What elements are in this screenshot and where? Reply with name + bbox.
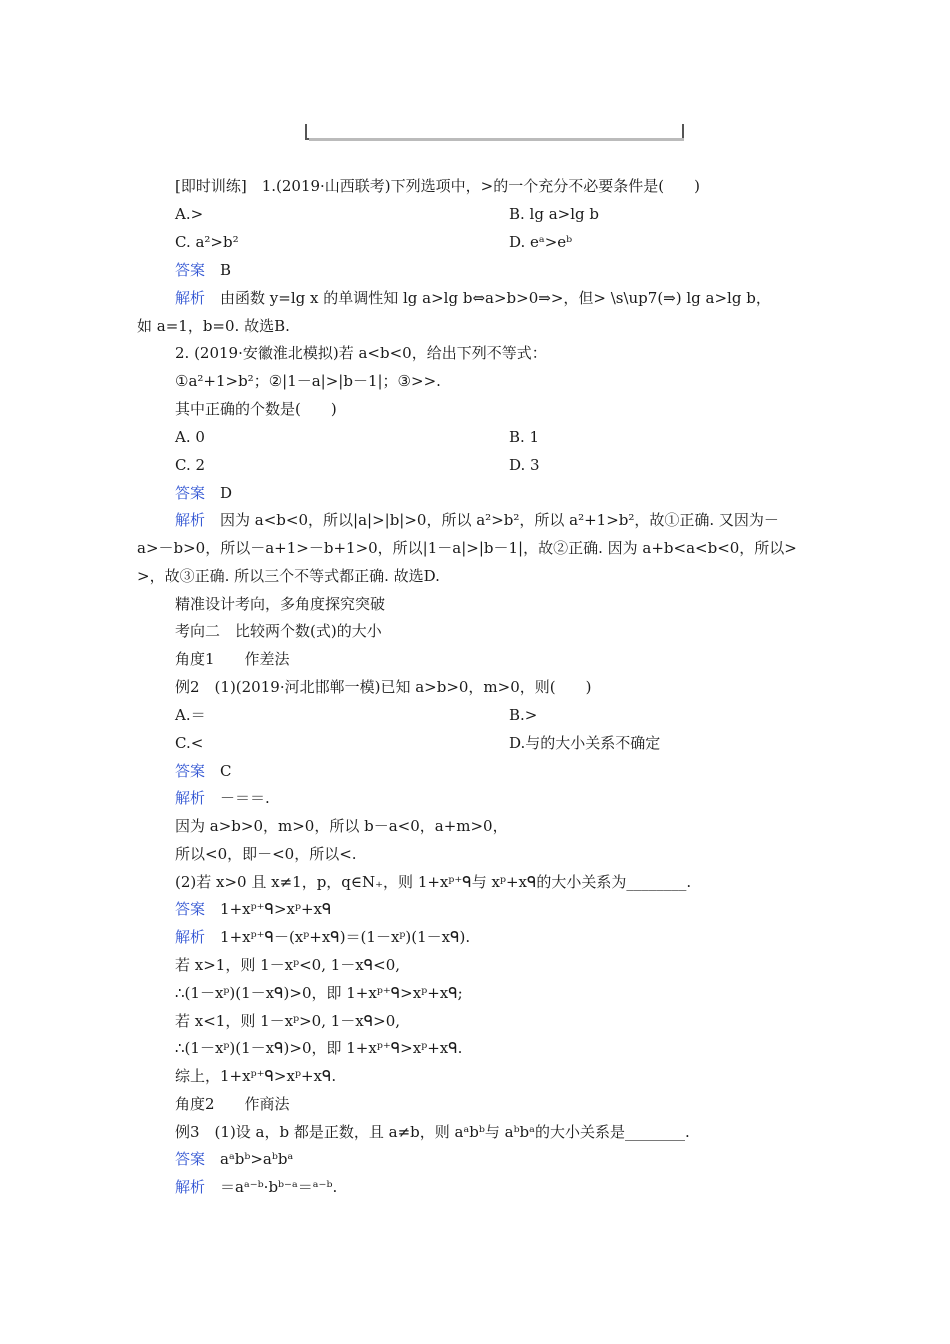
answer-value: 1+xᵖ⁺ᑫ>xᵖ+xᑫ	[220, 900, 332, 918]
option-a: A. 0	[175, 428, 205, 446]
option-d: D. eᵃ>eᵇ	[509, 233, 573, 251]
analysis-step: 所以<0，即－<0，所以<.	[175, 845, 357, 863]
answer-line	[175, 899, 331, 919]
analysis-step: 若 x<1，则 1－xᵖ>0, 1－xᑫ>0,	[175, 1012, 401, 1030]
option-b: B. 1	[509, 428, 540, 446]
answer-value: B	[220, 261, 232, 279]
analysis-line	[175, 788, 270, 808]
option-c: C.<	[175, 734, 204, 752]
analysis-line	[175, 1177, 337, 1197]
analysis-step: ∴(1－xᵖ)(1－xᑫ)>0，即 1+xᵖ⁺ᑫ>xᵖ+xᑫ;	[175, 984, 463, 1002]
analysis-text: 1+xᵖ⁺ᑫ－(xᵖ+xᑫ)＝(1－xᵖ)(1－xᑫ).	[220, 928, 471, 946]
answer-label: 答案	[175, 261, 206, 279]
answer-value: aᵃbᵇ>aᵇbᵃ	[220, 1150, 294, 1168]
example-3-question: 例3 (1)设 a，b 都是正数，且 a≠b，则 aᵃbᵇ与 aᵇbᵃ的大小关系是________.	[175, 1123, 690, 1141]
answer-line	[175, 483, 232, 503]
analysis-text: ＝aᵃ⁻ᵇ·bᵇ⁻ᵃ＝ᵃ⁻ᵇ.	[220, 1178, 338, 1196]
exercise-2-question: 2. (2019·安徽淮北模拟)若 a<b<0，给出下列不等式：	[175, 344, 547, 362]
analysis-continuation: a>－b>0，所以－a+1>－b+1>0，所以|1－a|>|b－1|，故②正确. 因为 a+b<a<b<0，所以>	[137, 539, 797, 557]
example-2-question: 例2 (1)(2019·河北邯郸一模)已知 a>b>0，m>0，则( )	[175, 678, 592, 696]
option-c: C. 2	[175, 456, 206, 474]
analysis-label: 解析	[175, 928, 206, 946]
exercise-1-question: [即时训练] 1.(2019·山西联考)下列选项中，>的一个充分不必要条件是( )	[175, 177, 700, 195]
analysis-text: 由函数 y=lg x 的单调性知 lg a>lg b⇔a>b>0⇒>，但> \s\up7(⇒) lg a>lg b，	[220, 289, 771, 307]
analysis-step: ∴(1－xᵖ)(1－xᑫ)>0，即 1+xᵖ⁺ᑫ>xᵖ+xᑫ.	[175, 1039, 463, 1057]
analysis-continuation: >，故③正确. 所以三个不等式都正确. 故选D.	[137, 567, 440, 585]
analysis-step: 因为 a>b>0，m>0，所以 b－a<0，a+m>0，	[175, 817, 508, 835]
answer-line	[175, 761, 232, 781]
analysis-label: 解析	[175, 289, 206, 307]
topic-heading: 考向二 比较两个数(式)的大小	[175, 622, 382, 640]
option-d: D. 3	[509, 456, 540, 474]
option-b: B.>	[509, 706, 538, 724]
answer-label: 答案	[175, 484, 206, 502]
answer-label: 答案	[175, 1150, 206, 1168]
option-d: D.与的大小关系不确定	[509, 734, 661, 752]
answer-line	[175, 260, 231, 280]
analysis-step: 若 x>1，则 1－xᵖ<0, 1－xᑫ<0,	[175, 956, 401, 974]
answer-value: D	[220, 484, 233, 502]
analysis-line	[175, 927, 470, 947]
answer-label: 答案	[175, 900, 206, 918]
angle-1-heading: 角度1 作差法	[175, 650, 290, 668]
analysis-text: 因为 a<b<0，所以|a|>|b|>0，所以 a²>b²，所以 a²+1>b²，故①正确. 又因为－	[220, 511, 779, 529]
analysis-continuation: 如 a=1，b=0. 故选B.	[137, 317, 290, 335]
angle-2-heading: 角度2 作商法	[175, 1095, 290, 1113]
option-c: C. a²>b²	[175, 233, 239, 251]
option-a: A.＝	[175, 706, 206, 724]
analysis-conclusion: 综上，1+xᵖ⁺ᑫ>xᵖ+xᑫ.	[175, 1067, 337, 1085]
section-heading: 精准设计考向，多角度探究突破	[175, 595, 386, 613]
analysis-line	[175, 288, 771, 308]
inequality-list: ①a²+1>b²；②|1－a|>|b－1|；③>>.	[175, 372, 441, 390]
answer-line	[175, 1149, 293, 1169]
example-2-part-2: (2)若 x>0 且 x≠1，p，q∈N₊，则 1+xᵖ⁺ᑫ与 xᵖ+xᑫ的大小关系为________.	[175, 873, 692, 891]
question-prompt: 其中正确的个数是( )	[175, 400, 337, 418]
answer-value: C	[220, 762, 232, 780]
header-bracket-shadow	[309, 138, 684, 141]
option-a: A.>	[175, 205, 204, 223]
analysis-line	[175, 510, 779, 530]
analysis-label: 解析	[175, 789, 206, 807]
analysis-label: 解析	[175, 511, 206, 529]
analysis-label: 解析	[175, 1178, 206, 1196]
option-b: B. lg a>lg b	[509, 205, 600, 223]
answer-label: 答案	[175, 762, 206, 780]
analysis-text: －＝＝.	[220, 789, 270, 807]
